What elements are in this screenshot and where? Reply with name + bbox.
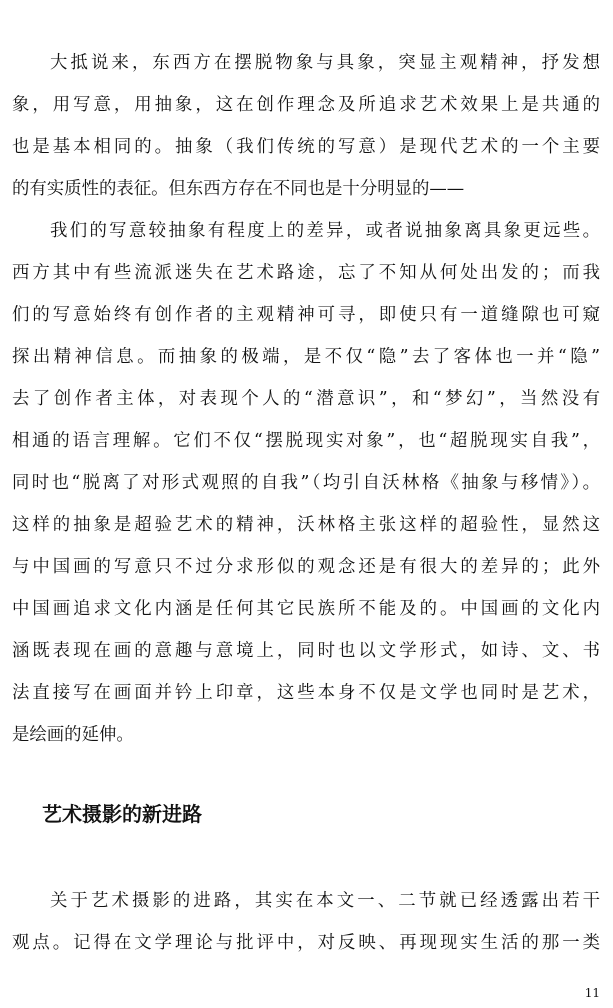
paragraph-2-line-13: 是绘画的延伸。 bbox=[12, 725, 134, 745]
section-paragraph-line-1: 关于艺术摄影的进路，其实在本文一、二节就已经透露出若干 bbox=[50, 891, 600, 911]
paragraph-2-line-3: 们的写意始终有创作者的主观精神可寻，即使只有一道缝隙也可窥 bbox=[12, 305, 600, 325]
section-heading: 艺术摄影的新进路 bbox=[42, 802, 202, 826]
paragraph-2-line-1: 我们的写意较抽象有程度上的差异，或者说抽象离具象更远些。 bbox=[50, 221, 600, 241]
page-number: 11 bbox=[584, 986, 600, 1000]
paragraph-2-line-8: 这样的抽象是超验艺术的精神，沃林格主张这样的超验性，显然这 bbox=[12, 515, 600, 535]
paragraph-2-line-5: 去了创作者主体，对表现个人的“潜意识”，和“梦幻”，当然没有 bbox=[12, 389, 600, 409]
paragraph-2-line-6: 相通的语言理解。它们不仅“摆脱现实对象”，也“超脱现实自我”， bbox=[12, 431, 600, 451]
paragraph-2-line-9: 与中国画的写意只不过分求形似的观念还是有很大的差异的；此外 bbox=[12, 557, 600, 577]
paragraph-1-line-3: 也是基本相同的。抽象（我们传统的写意）是现代艺术的一个主要 bbox=[12, 137, 600, 157]
paragraph-1-line-4: 的有实质性的表征。但东西方存在不同也是十分明显的—— bbox=[12, 179, 465, 199]
section-paragraph-line-2: 观点。记得在文学理论与批评中，对反映、再现现实生活的那一类 bbox=[12, 933, 600, 953]
paragraph-2-line-11: 涵既表现在画的意趣与意境上，同时也以文学形式，如诗、文、书 bbox=[12, 641, 600, 661]
paragraph-2-line-2: 西方其中有些流派迷失在艺术路途，忘了不知从何处出发的；而我 bbox=[12, 263, 600, 283]
paragraph-2-line-12: 法直接写在画面并钤上印章，这些本身不仅是文学也同时是艺术， bbox=[12, 683, 600, 703]
paragraph-1-line-1: 大抵说来，东西方在摆脱物象与具象，突显主观精神，抒发想 bbox=[50, 53, 600, 73]
paragraph-1-line-2: 象，用写意，用抽象，这在创作理念及所追求艺术效果上是共通的 bbox=[12, 95, 600, 115]
paragraph-2-line-4: 探出精神信息。而抽象的极端，是不仅“隐”去了客体也一并“隐” bbox=[12, 347, 600, 367]
paragraph-2-line-7: 同时也“脱离了对形式观照的自我”（均引自沃林格《抽象与移情》）。 bbox=[12, 473, 600, 493]
paragraph-2-line-10: 中国画追求文化内涵是任何其它民族所不能及的。中国画的文化内 bbox=[12, 599, 600, 619]
